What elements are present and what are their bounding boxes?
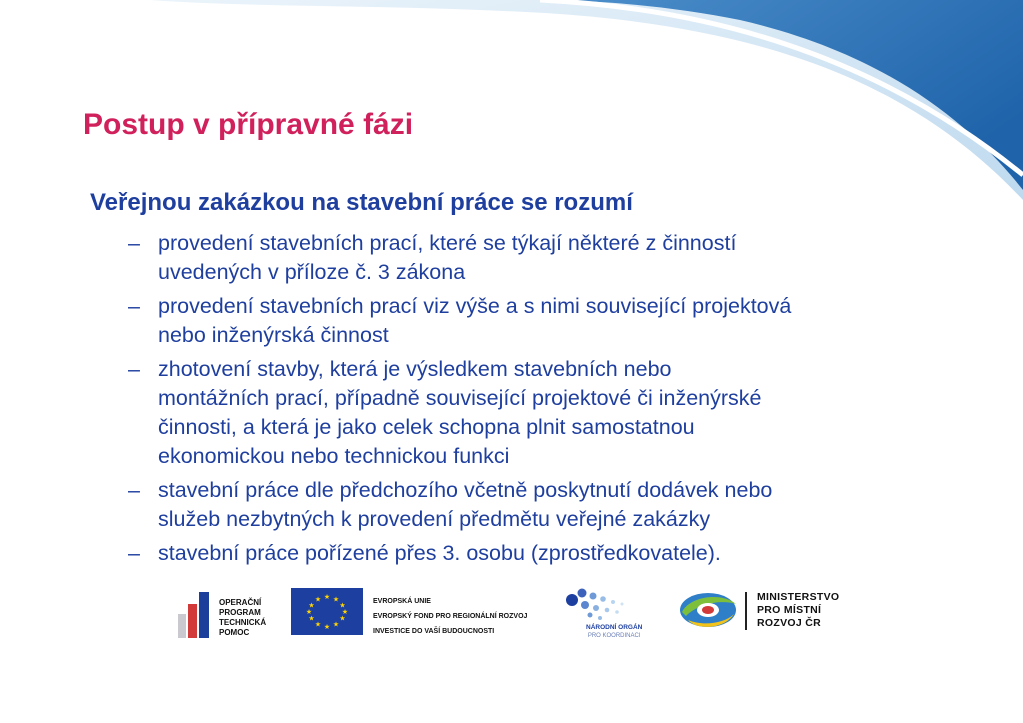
- bullet-dash: –: [128, 478, 140, 502]
- bullet-item: [128, 539, 948, 568]
- bullet-line: montážních prací, případně související projektové či inženýrské: [158, 386, 762, 410]
- optp-logo: [176, 586, 276, 638]
- bullet-item: [128, 355, 948, 471]
- bullet-line: stavební práce pořízené přes 3. osobu (zprostředkovatele).: [158, 541, 721, 565]
- svg-text:★: ★: [314, 620, 322, 629]
- bullet-line: zhotovení stavby, která je výsledkem stavebních nebo: [158, 357, 672, 381]
- eu-flag-icon: [291, 588, 363, 635]
- eu-line: EVROPSKÝ FOND PRO REGIONÁLNÍ ROZVOJ: [373, 613, 528, 620]
- svg-text:★: ★: [332, 595, 340, 604]
- narodni-organ-logo: [562, 584, 652, 640]
- mmr-separator: [745, 592, 747, 630]
- svg-text:★: ★: [305, 608, 313, 616]
- bullet-line: uvedených v příloze č. 3 zákona: [158, 260, 466, 284]
- eu-logo: [291, 586, 551, 636]
- bullet-dash: –: [128, 294, 140, 318]
- mmr-emblem-icon: [678, 586, 740, 634]
- svg-text:★: ★: [339, 601, 346, 610]
- svg-text:★: ★: [308, 601, 315, 610]
- dots-cluster-icon: [562, 584, 652, 626]
- svg-text:★: ★: [314, 595, 322, 604]
- bullet-item: [128, 292, 948, 350]
- mmr-line: MINISTERSTVO: [757, 591, 840, 603]
- svg-text:★: ★: [323, 623, 331, 631]
- slide-title: Postup v přípravné fázi: [83, 108, 414, 141]
- bullet-line: činnosti, a která je jako celek schopna plnit samostatnou: [158, 415, 695, 439]
- svg-text:★: ★: [323, 593, 331, 601]
- bullet-line: stavební práce dle předchozího včetně poskytnutí dodávek nebo: [158, 478, 773, 502]
- mmr-line: ROZVOJ ČR: [757, 617, 821, 629]
- eu-logo-text: [373, 594, 527, 639]
- mmr-logo: [678, 586, 858, 636]
- mmr-logo-text: [757, 591, 839, 630]
- bullet-line: provedení stavebních prací viz výše a s nimi související projektová: [158, 294, 792, 318]
- eu-stars-icon: [291, 588, 363, 635]
- bullet-dash: –: [128, 231, 140, 255]
- footer-logo-strip: [0, 580, 1023, 650]
- svg-text:★: ★: [341, 608, 349, 616]
- svg-text:★: ★: [308, 614, 315, 623]
- nok-line: PRO KOORDINACI: [587, 633, 641, 639]
- optp-bar-icon: [178, 614, 186, 638]
- optp-line: OPERAČNÍ: [219, 598, 262, 607]
- section-heading: Veřejnou zakázkou na stavební práce se rozumí: [90, 189, 633, 216]
- optp-bar-icon: [199, 592, 209, 638]
- nok-line: NÁRODNÍ ORGÁN: [586, 624, 643, 631]
- optp-bar-icon: [188, 604, 197, 638]
- eu-line: EVROPSKÁ UNIE: [373, 598, 431, 605]
- bullet-dash: –: [128, 357, 140, 381]
- optp-line: POMOC: [219, 628, 250, 637]
- eu-line: INVESTICE DO VAŠÍ BUDOUCNOSTI: [373, 628, 495, 635]
- bullet-item: [128, 476, 948, 534]
- narodni-organ-text: [586, 624, 642, 640]
- mmr-line: PRO MÍSTNÍ: [757, 604, 822, 616]
- bullet-item: [128, 229, 948, 287]
- bullet-dash: –: [128, 541, 140, 565]
- optp-line: TECHNICKÁ: [219, 618, 267, 627]
- svg-text:★: ★: [332, 620, 340, 629]
- bullet-line: služeb nezbytných k provedení předmětu veřejné zakázky: [158, 507, 711, 531]
- optp-logo-text: [219, 598, 266, 638]
- svg-text:★: ★: [339, 614, 346, 623]
- bullet-list: [128, 229, 948, 573]
- optp-line: PROGRAM: [219, 608, 261, 617]
- bullet-line: ekonomickou nebo technickou funkci: [158, 444, 510, 468]
- bullet-line: provedení stavebních prací, které se týkají některé z činností: [158, 231, 737, 255]
- bullet-line: nebo inženýrská činnost: [158, 323, 389, 347]
